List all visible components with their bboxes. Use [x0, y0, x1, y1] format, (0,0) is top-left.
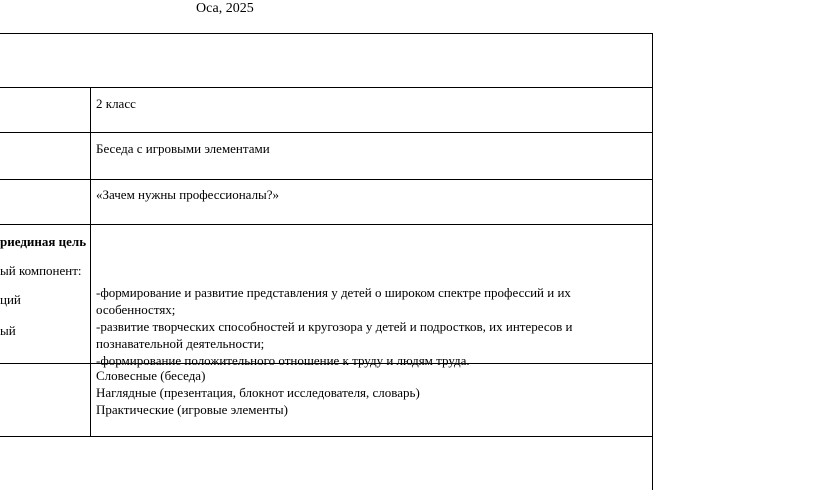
goals-cell [96, 284, 572, 369]
component-item-label: ций [0, 292, 21, 307]
header-place-year: Оса, 2025 [196, 1, 254, 16]
lesson-topic-cell: «Зачем нужны профессионалы?» [96, 187, 280, 202]
goal-line: познавательной деятельности; [96, 336, 265, 351]
methods-cell [96, 367, 420, 418]
row-divider [0, 224, 653, 225]
table-border-top [0, 33, 653, 34]
lesson-form-cell: Беседа с игровыми элементами [96, 141, 270, 156]
method-line: Практические (игровые элементы) [96, 402, 288, 417]
goal-line: -формирование и развитие представления у детей о широком спектре профессий и их [96, 285, 571, 300]
row-divider [0, 179, 653, 180]
grade-cell: 2 класс [96, 96, 136, 111]
method-line: Словесные (беседа) [96, 368, 206, 383]
component-label: ый компонент: [0, 263, 82, 278]
component-item-label: ый [0, 323, 16, 338]
row-divider [0, 87, 653, 88]
row-divider [0, 436, 653, 437]
goal-line: -формирование положительного отношение к труду и людям труда. [96, 353, 470, 368]
goal-line: -развитие творческих способностей и кругозора у детей и подростков, их интересов и [96, 319, 573, 334]
row-divider [0, 132, 653, 133]
column-divider [90, 87, 91, 436]
goal-line: особенностях; [96, 302, 176, 317]
table-border-right [652, 33, 653, 490]
goal-label: риединая цель [0, 234, 87, 249]
method-line: Наглядные (презентация, блокнот исследователя, словарь) [96, 385, 420, 400]
